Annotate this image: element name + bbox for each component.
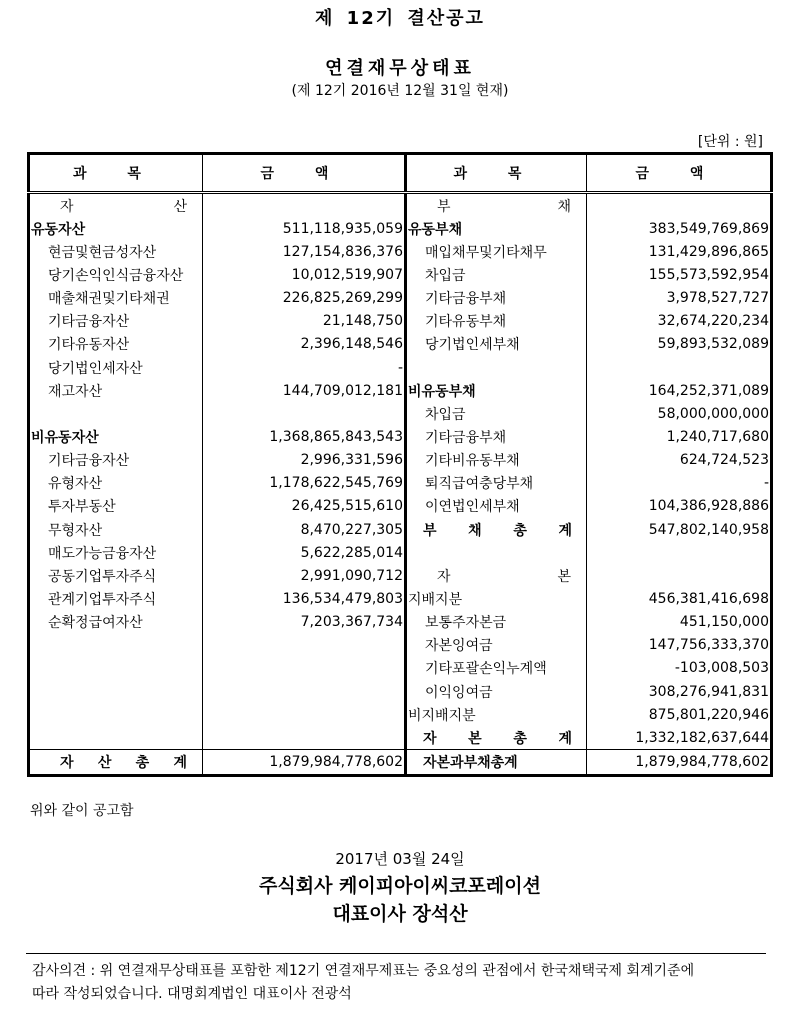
account-amount: 308,276,941,831 [648, 683, 769, 700]
balance-sheet-table [27, 152, 773, 777]
account-label: 당기손익인식금융자산 [29, 263, 203, 286]
table-row [29, 356, 772, 379]
table-header-row [29, 154, 772, 193]
account-amount: 58,000,000,000 [657, 405, 769, 422]
audit-opinion-line-1: 감사의견 : 위 연결재무상태표를 포함한 제12기 연결재무제표는 중요성의 관점에서 한국채택국제 회계기준에 [32, 963, 695, 979]
account-label: 기타금융부채 [406, 287, 587, 310]
notice-date: 2017년 03월 24일 [335, 850, 465, 868]
account-label [29, 703, 203, 726]
account-label: 비유동부채 [406, 379, 587, 402]
table-row [29, 402, 772, 425]
account-label: 차입금 [406, 263, 587, 286]
account-label: 무형자산 [29, 518, 203, 541]
account-amount: 624,724,523 [679, 452, 769, 469]
account-label [29, 726, 203, 750]
account-amount: -103,008,503 [674, 660, 769, 677]
account-amount [203, 193, 406, 218]
account-label: 보통주자본금 [406, 611, 587, 634]
account-label: 기타금융자산 [29, 449, 203, 472]
account-amount [203, 657, 406, 680]
table-row [29, 564, 772, 587]
grand-total-row [29, 750, 772, 775]
account-amount: 3,978,527,727 [666, 290, 769, 307]
account-label: 순확정급여자산 [29, 611, 203, 634]
account-label [29, 680, 203, 703]
account-amount: 32,674,220,234 [657, 313, 769, 330]
account-label: 부 채 [406, 193, 587, 218]
account-label: 자 산 [29, 193, 203, 218]
notice-title: 제 12기 결산공고 [315, 8, 485, 29]
account-label: 기타금융부채 [406, 425, 587, 448]
account-amount: 5,622,285,014 [203, 541, 406, 564]
account-label [406, 356, 587, 379]
account-label: 비유동자산 [29, 425, 203, 448]
account-amount: 2,996,331,596 [203, 449, 406, 472]
account-label: 부 채 총 계 [406, 518, 587, 541]
table-row [29, 634, 772, 657]
account-amount: 1,240,717,680 [666, 428, 769, 445]
account-amount: 1,332,182,637,644 [635, 729, 769, 746]
account-label: 기타비유동부채 [406, 449, 587, 472]
account-amount [203, 726, 406, 750]
table-row [29, 657, 772, 680]
account-label: 비지배지분 [406, 703, 587, 726]
assets-total-label: 자 산 총 계 [29, 750, 203, 775]
account-amount: 383,549,769,869 [648, 220, 769, 237]
account-label: 유동자산 [29, 217, 203, 240]
table-row [29, 541, 772, 564]
account-amount: 59,893,532,089 [657, 336, 769, 353]
account-label: 매입채무및기타채무 [406, 240, 587, 263]
table-row [29, 495, 772, 518]
unit-label: [단위 : 원] [697, 134, 763, 150]
account-amount: 26,425,515,610 [203, 495, 406, 518]
account-amount: 456,381,416,698 [648, 590, 769, 607]
account-amount: 2,991,090,712 [203, 564, 406, 587]
account-amount: 875,801,220,946 [648, 706, 769, 723]
account-amount: 136,534,479,803 [203, 587, 406, 610]
account-label: 이익잉여금 [406, 680, 587, 703]
divider [26, 953, 766, 954]
account-amount: - [763, 475, 769, 492]
account-label: 유형자산 [29, 472, 203, 495]
account-amount [203, 634, 406, 657]
liabilities-equity-total-amount: 1,879,984,778,602 [587, 750, 772, 775]
account-amount [587, 541, 772, 564]
table-row [29, 472, 772, 495]
account-label: 자본잉여금 [406, 634, 587, 657]
account-amount: 1,178,622,545,769 [203, 472, 406, 495]
account-amount [587, 193, 772, 218]
account-label: 퇴직급여충당부채 [406, 472, 587, 495]
account-label: 자 본 총 계 [406, 726, 587, 750]
table-row [29, 287, 772, 310]
liabilities-equity-total-label: 자본과부채총계 [406, 750, 587, 775]
account-label: 기타포괄손익누계액 [406, 657, 587, 680]
account-label: 기타유동부채 [406, 310, 587, 333]
account-amount [203, 402, 406, 425]
table-row [29, 333, 772, 356]
table-row [29, 379, 772, 402]
table-row [29, 425, 772, 448]
header-amount-left: 금 액 [203, 154, 406, 193]
audit-opinion-line-2: 따라 작성되었습니다. 대명회계법인 대표이사 전광석 [32, 986, 352, 1002]
account-label: 관계기업투자주식 [29, 587, 203, 610]
account-label: 자 본 [406, 564, 587, 587]
account-label [406, 541, 587, 564]
account-label: 공동기업투자주식 [29, 564, 203, 587]
account-amount: 155,573,592,954 [648, 266, 769, 283]
table-row [29, 680, 772, 703]
account-amount: 147,756,333,370 [648, 637, 769, 654]
account-label: 당기법인세부채 [406, 333, 587, 356]
account-amount [587, 564, 772, 587]
account-label: 투자부동산 [29, 495, 203, 518]
account-amount: 144,709,012,181 [203, 379, 406, 402]
table-row [29, 263, 772, 286]
notice-note: 위와 같이 공고함 [30, 803, 134, 819]
account-label: 매도가능금융자산 [29, 541, 203, 564]
account-amount [587, 356, 772, 379]
table-row [29, 217, 772, 240]
account-amount: 451,150,000 [679, 614, 769, 631]
account-label: 유동부채 [406, 217, 587, 240]
assets-total-amount: 1,879,984,778,602 [203, 750, 406, 775]
account-label [29, 634, 203, 657]
account-amount: 226,825,269,299 [203, 287, 406, 310]
account-amount: 10,012,519,907 [203, 263, 406, 286]
statement-title: 연결재무상태표 [325, 58, 475, 79]
account-amount: 21,148,750 [203, 310, 406, 333]
header-account-left: 과 목 [29, 154, 203, 193]
table-row [29, 611, 772, 634]
account-amount [203, 703, 406, 726]
period-label: (제 12기 2016년 12월 31일 현재) [291, 83, 509, 99]
account-label: 기타유동자산 [29, 333, 203, 356]
table-row [29, 518, 772, 541]
account-label [29, 402, 203, 425]
table-row [29, 193, 772, 218]
table-row [29, 587, 772, 610]
table-row [29, 449, 772, 472]
account-amount: - [203, 356, 406, 379]
account-amount: 547,802,140,958 [648, 521, 769, 538]
account-label [29, 657, 203, 680]
header-amount-right: 금 액 [587, 154, 772, 193]
account-label: 매출채권및기타채권 [29, 287, 203, 310]
table-row [29, 310, 772, 333]
table-row [29, 703, 772, 726]
account-label: 지배지분 [406, 587, 587, 610]
company-name: 주식회사 케이피아이씨코포레이션 [259, 875, 541, 897]
account-amount [203, 680, 406, 703]
audit-opinion [32, 960, 772, 1006]
account-label: 현금및현금성자산 [29, 240, 203, 263]
account-amount: 104,386,928,886 [648, 498, 769, 515]
table-row [29, 240, 772, 263]
account-amount: 7,203,367,734 [203, 611, 406, 634]
account-amount: 127,154,836,376 [203, 240, 406, 263]
table-row [29, 726, 772, 750]
account-amount: 131,429,896,865 [648, 243, 769, 260]
header-account-right: 과 목 [406, 154, 587, 193]
account-amount: 2,396,148,546 [203, 333, 406, 356]
account-label: 기타금융자산 [29, 310, 203, 333]
account-label: 당기법인세자산 [29, 356, 203, 379]
account-amount: 1,368,865,843,543 [203, 425, 406, 448]
account-amount: 8,470,227,305 [203, 518, 406, 541]
account-amount: 164,252,371,089 [648, 382, 769, 399]
account-label: 재고자산 [29, 379, 203, 402]
account-amount: 511,118,935,059 [203, 217, 406, 240]
ceo-name: 대표이사 장석산 [332, 903, 468, 925]
account-label: 차입금 [406, 402, 587, 425]
account-label: 이연법인세부채 [406, 495, 587, 518]
